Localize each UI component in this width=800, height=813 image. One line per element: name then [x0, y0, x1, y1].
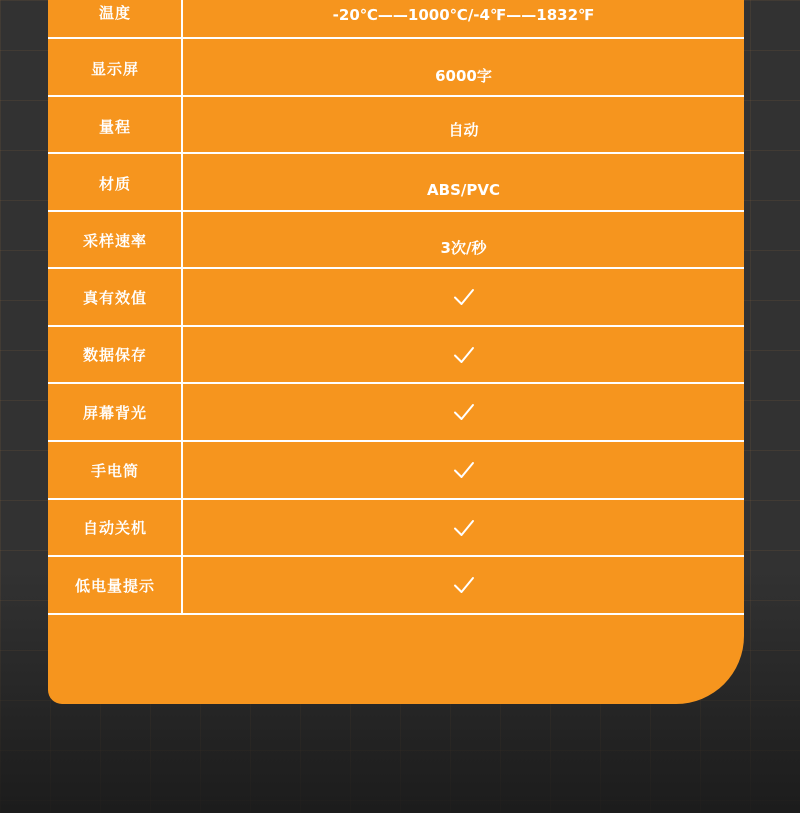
spec-row-material — [48, 154, 744, 212]
spec-row-range — [48, 97, 744, 154]
spec-value — [183, 557, 744, 613]
spec-value: 3次/秒 — [440, 239, 487, 257]
spec-row-true-rms — [48, 269, 744, 327]
check-icon — [453, 402, 475, 422]
check-icon — [453, 345, 475, 365]
spec-row-auto-power-off — [48, 500, 744, 557]
spec-value — [183, 269, 744, 325]
spec-label: 自动关机 — [82, 519, 147, 537]
spec-label: 量程 — [98, 118, 131, 136]
spec-value — [183, 384, 744, 440]
spec-row-backlight — [48, 384, 744, 442]
spec-row-flashlight — [48, 442, 744, 500]
spec-row-display — [48, 39, 744, 97]
check-icon — [453, 575, 475, 595]
spec-value — [183, 500, 744, 555]
spec-row-low-battery — [48, 557, 744, 615]
spec-label: 屏幕背光 — [82, 403, 147, 422]
check-icon — [453, 518, 475, 538]
spec-label: 采样速率 — [82, 232, 147, 250]
spec-label: 温度 — [98, 3, 131, 22]
spec-value: 6000字 — [435, 67, 492, 85]
spec-card — [48, 0, 744, 704]
spec-label: 数据保存 — [82, 346, 147, 364]
spec-value: 自动 — [448, 121, 479, 139]
spec-label: 显示屏 — [90, 60, 139, 78]
check-icon — [453, 460, 475, 480]
spec-label: 材质 — [98, 175, 131, 193]
spec-value: ABS/PVC — [427, 181, 500, 199]
check-icon — [453, 287, 475, 307]
spec-label: 手电筒 — [90, 461, 139, 480]
spec-row-temperature — [48, 0, 744, 39]
spec-label: 真有效值 — [82, 288, 147, 307]
spec-value: -20℃——1000℃/-4℉——1832℉ — [332, 6, 595, 24]
spec-value — [183, 327, 744, 382]
spec-value — [183, 442, 744, 498]
spec-row-sampling-rate — [48, 212, 744, 269]
spec-label: 低电量提示 — [74, 576, 155, 595]
spec-row-data-hold — [48, 327, 744, 384]
